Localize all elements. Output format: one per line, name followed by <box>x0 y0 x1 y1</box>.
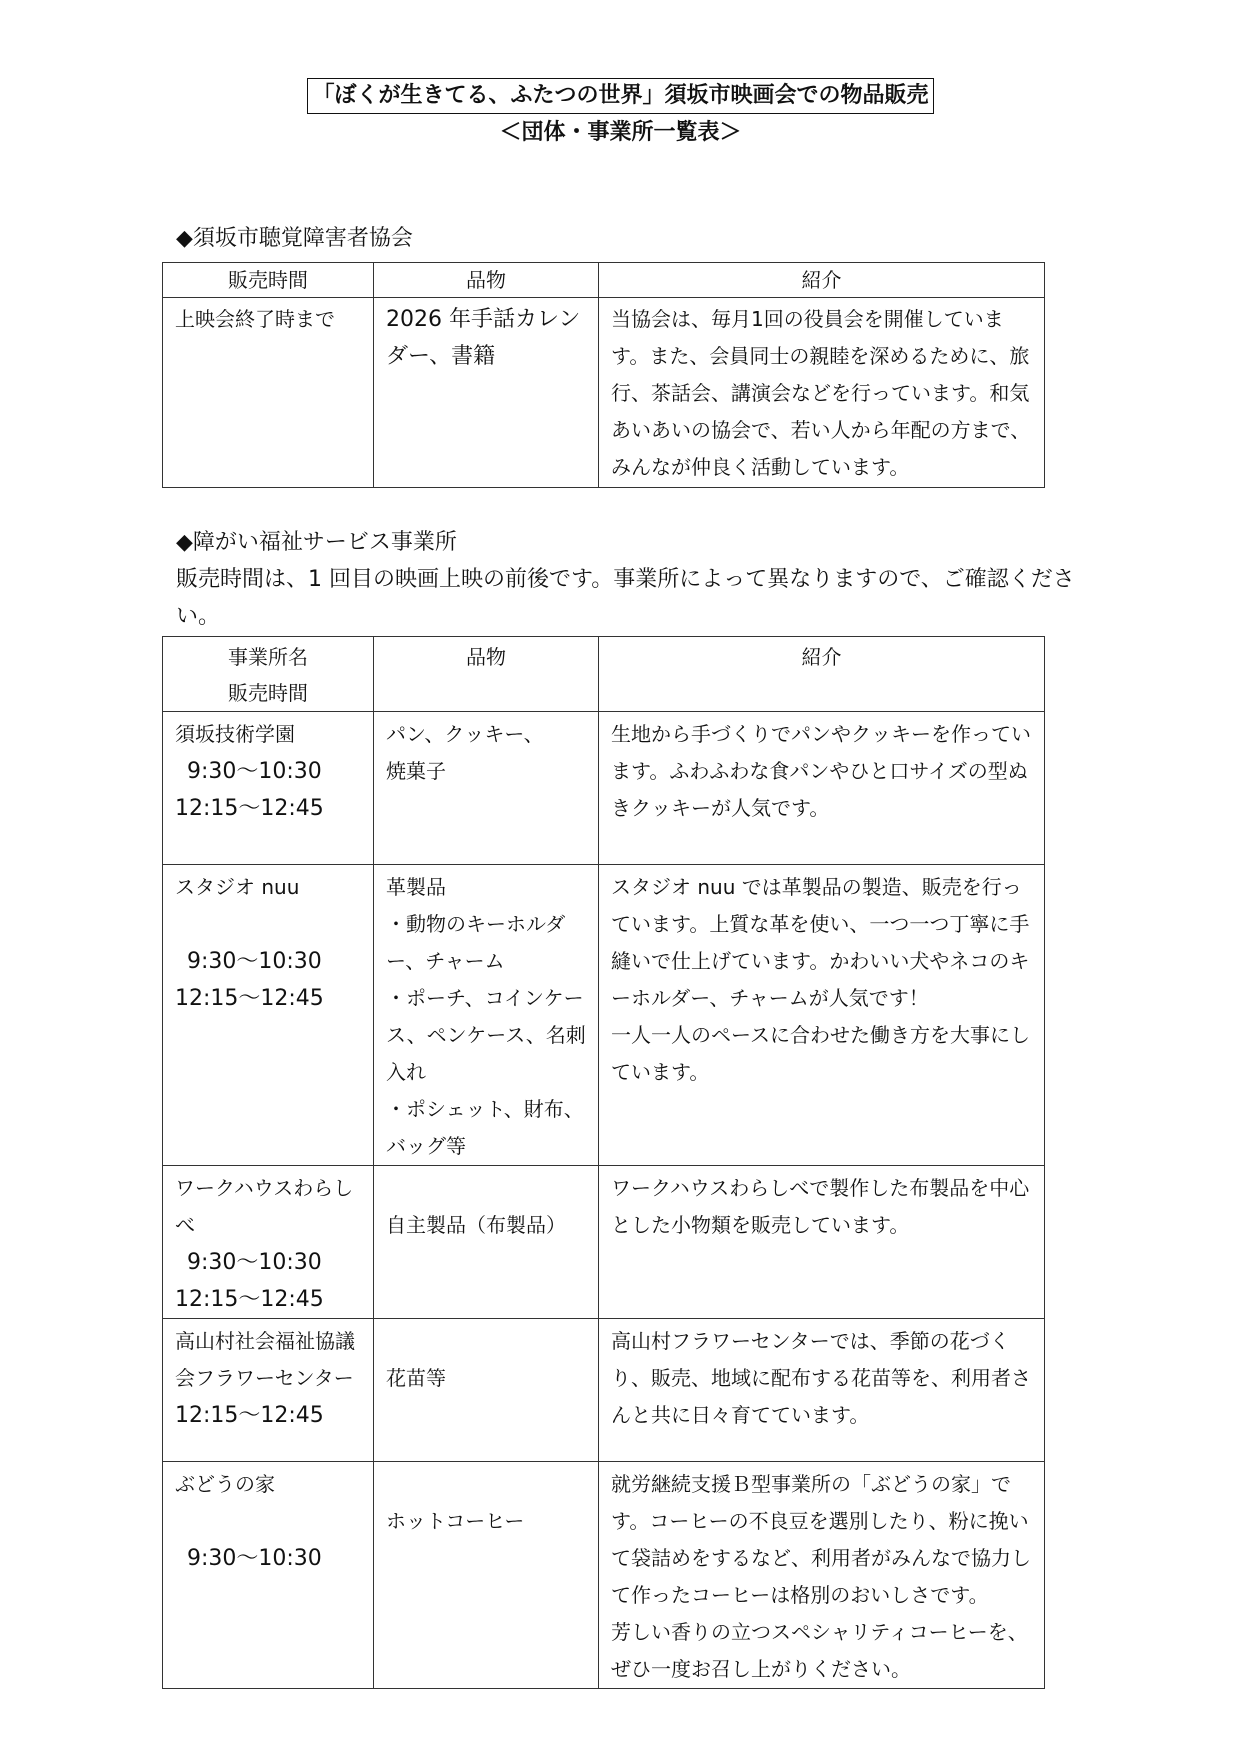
table-row <box>163 1319 1045 1462</box>
facility-time: 9:30～10:30 <box>187 1250 322 1275</box>
intro-paragraph: 芳しい香りの立つスペシャリティコーヒーを、ぜひ一度お召し上がりください。 <box>611 1620 1028 1681</box>
goods-cell <box>374 1319 599 1462</box>
facility-cell <box>163 712 374 865</box>
table-row <box>163 865 1045 1166</box>
goods-cell <box>374 1166 599 1319</box>
facility-time: 12:15～12:45 <box>175 986 324 1011</box>
facility-name: スタジオ nuu <box>175 875 300 899</box>
intro-cell: 生地から手づくりでパンやクッキーを作っています。ふわふわな食パンやひと口サイズの型ぬきクッキーが人気です。 <box>599 712 1045 865</box>
goods-line: ・動物のキーホルダー、チャーム <box>386 912 566 973</box>
goods-line: ・ポーチ、コインケース、ペンケース、名刺入れ <box>386 986 586 1084</box>
intro-cell: ワークハウスわらしべで製作した布製品を中心とした小物類を販売しています。 <box>599 1166 1045 1319</box>
header-goods: 品物 <box>374 637 599 712</box>
header-goods: 品物 <box>374 263 599 298</box>
document-title: 「ぼくが生きてる、ふたつの世界」須坂市映画会での物品販売 <box>307 78 933 114</box>
association-goods: 2026 年手話カレンダー、書籍 <box>374 298 599 488</box>
goods-line: 革製品 <box>386 875 446 899</box>
header-facility-time: 販売時間 <box>228 681 308 705</box>
goods-line: ホットコーヒー <box>386 1509 525 1533</box>
section2-heading: ◆障がい福祉サービス事業所 <box>176 530 457 555</box>
table-row <box>163 712 1045 865</box>
association-intro: 当協会は、毎月1回の役員会を開催しています。また、会員同士の親睦を深めるために、旅行、茶話会、講演会などを行っています。和気あいあいの協会で、若い人から年配の方まで、みんなが仲良く活動しています。 <box>599 298 1045 488</box>
goods-cell <box>374 712 599 865</box>
facility-time: 12:15～12:45 <box>175 1287 324 1312</box>
facility-name: ワークハウスわらしべ <box>175 1176 354 1237</box>
facility-time: 12:15～12:45 <box>175 1403 324 1428</box>
facility-name: 高山村社会福祉協議会フラワーセンター <box>175 1329 355 1390</box>
intro-paragraph: 一人一人のペースに合わせた働き方を大事にしています。 <box>611 1023 1030 1084</box>
table-row <box>163 1166 1045 1319</box>
facility-time: 12:15～12:45 <box>175 796 324 821</box>
header-facility-name: 事業所名 <box>228 645 308 669</box>
table-row <box>163 1462 1045 1689</box>
facility-cell <box>163 1319 374 1462</box>
table-row <box>163 298 1045 488</box>
intro-cell <box>599 865 1045 1166</box>
header-intro: 紹介 <box>599 637 1045 712</box>
document-title-block <box>0 78 1241 148</box>
facility-cell <box>163 1166 374 1319</box>
goods-line: パン、クッキー、 <box>386 722 544 746</box>
goods-cell <box>374 1462 599 1689</box>
facility-time: 9:30～10:30 <box>187 759 322 784</box>
document-subtitle: ＜団体・事業所一覧表＞ <box>499 120 742 145</box>
intro-cell: 高山村フラワーセンターでは、季節の花づくり、販売、地域に配布する花苗等を、利用者さんと共に日々育てています。 <box>599 1319 1045 1462</box>
intro-cell <box>599 1462 1045 1689</box>
facilities-table <box>162 636 1045 1689</box>
association-sales-time: 上映会終了時まで <box>163 298 374 488</box>
table-header-row <box>163 637 1045 712</box>
section1-heading: ◆須坂市聴覚障害者協会 <box>176 226 413 251</box>
header-intro: 紹介 <box>599 263 1045 298</box>
header-sales-time: 販売時間 <box>163 263 374 298</box>
section2-note: 販売時間は、1 回目の映画上映の前後です。事業所によって異なりますので、ご確認ください。 <box>176 567 1075 629</box>
goods-line: ・ポシェット、財布、バッグ等 <box>386 1097 584 1158</box>
facility-time: 9:30～10:30 <box>187 949 322 974</box>
goods-line: 焼菓子 <box>386 759 446 783</box>
header-facility <box>163 637 374 712</box>
table-header-row <box>163 263 1045 298</box>
intro-paragraph: 就労継続支援Ｂ型事業所の「ぶどうの家」です。コーヒーの不良豆を選別したり、粉に挽いて袋詰めをするなど、利用者がみんなで協力して作ったコーヒーは格別のおいしさです。 <box>611 1472 1031 1607</box>
facility-time: 9:30～10:30 <box>187 1546 322 1571</box>
goods-cell <box>374 865 599 1166</box>
facility-name: ぶどうの家 <box>175 1472 275 1496</box>
facility-cell <box>163 1462 374 1689</box>
intro-paragraph: スタジオ nuu では革製品の製造、販売を行っています。上質な革を使い、一つ一つ丁寧に手縫いで仕上げています。かわいい犬やネコのキーホルダー、チャームが人気です！ <box>611 875 1030 1010</box>
facility-cell <box>163 865 374 1166</box>
facility-name: 須坂技術学園 <box>175 722 295 746</box>
goods-line: 花苗等 <box>386 1366 446 1390</box>
goods-line: 自主製品（布製品） <box>386 1213 566 1237</box>
association-table <box>162 262 1045 488</box>
